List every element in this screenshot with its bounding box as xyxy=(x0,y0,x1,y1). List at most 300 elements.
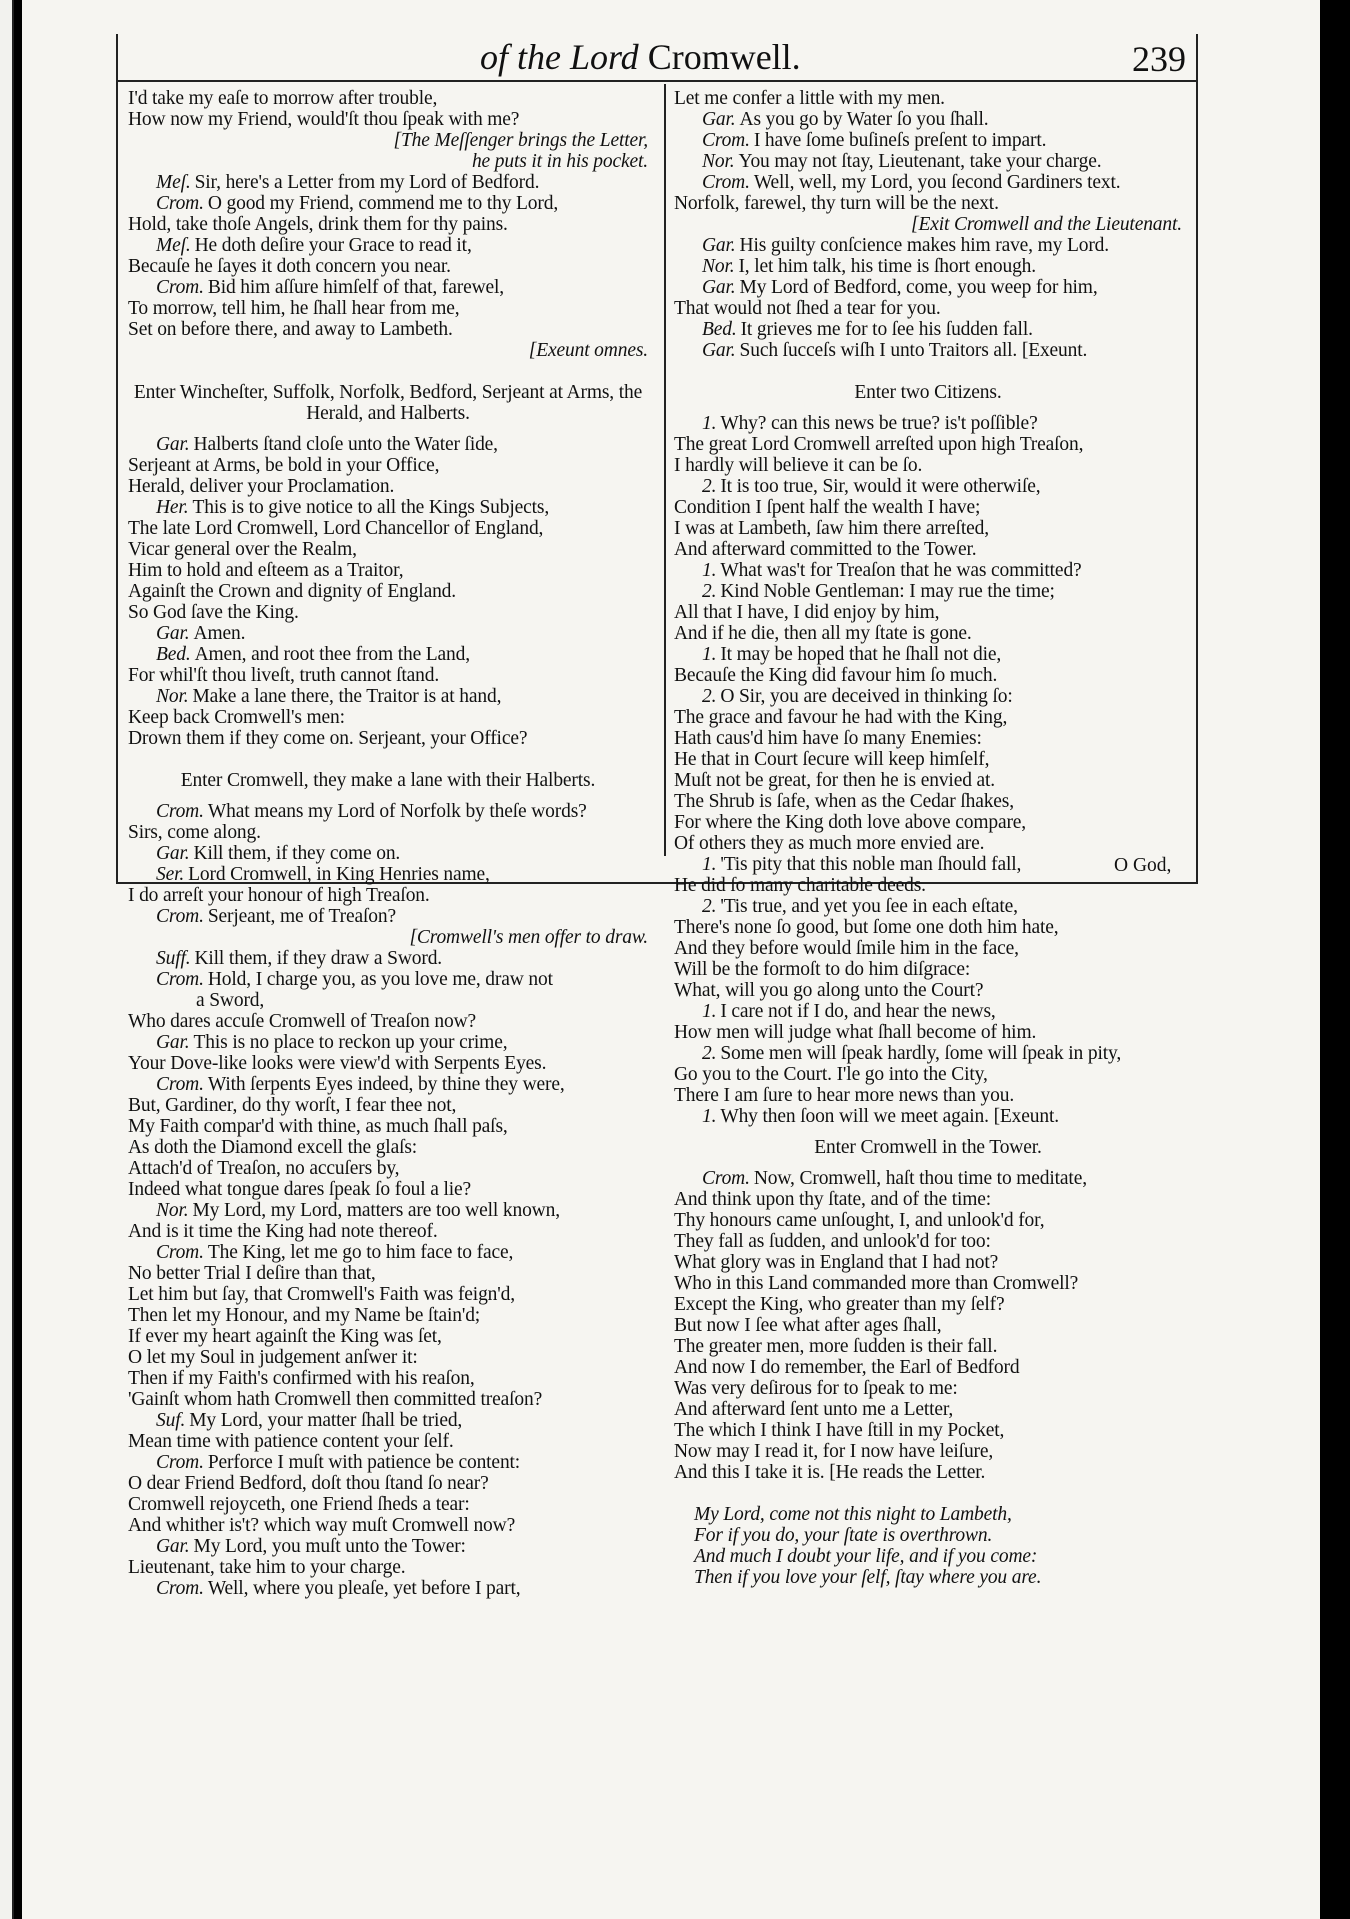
line-text: The late Lord Cromwell, Lord Chancellor of England, xyxy=(128,518,544,539)
stage-direction xyxy=(674,214,1182,235)
stage-direction xyxy=(128,927,648,948)
line-text: Drown them if they come on. Serjeant, your Office? xyxy=(128,728,528,749)
line-text: Serjeant, me of Treaſon? xyxy=(207,906,396,927)
speaker-prefix: Suf. xyxy=(156,1410,186,1431)
speaker-prefix: 1. xyxy=(702,413,717,434)
verse-line xyxy=(128,256,648,277)
line-text: Set on before there, and away to Lambeth. xyxy=(128,319,453,340)
verse-line xyxy=(128,319,648,340)
line-text: Perforce I muſt with patience be content: xyxy=(207,1452,521,1473)
spacer xyxy=(128,424,648,434)
line-text: He did ſo many charitable deeds. xyxy=(674,875,926,896)
verse-line xyxy=(674,1210,1182,1231)
verse-line xyxy=(128,1431,648,1452)
line-text: I'd take my eaſe to morrow after trouble, xyxy=(128,88,438,109)
line-text: [Exeunt omnes. xyxy=(528,340,648,361)
speaker-prefix: Ser. xyxy=(156,864,185,885)
line-text: This is no place to reckon up your crime, xyxy=(193,1032,508,1053)
line-text: And afterward ſent unto me a Letter, xyxy=(674,1399,954,1420)
blank-line xyxy=(674,1483,1182,1504)
line-text: Hath caus'd him have ſo many Enemies: xyxy=(674,728,982,749)
line-text: [Cromwell's men offer to draw. xyxy=(409,927,648,948)
line-text: Kill them, if they draw a Sword. xyxy=(194,948,443,969)
verse-line xyxy=(128,455,648,476)
verse-line xyxy=(128,602,648,623)
line-text: With ſerpents Eyes indeed, by thine they were, xyxy=(207,1074,565,1095)
verse-line xyxy=(674,623,1182,644)
verse-line xyxy=(128,623,648,644)
line-text: So God ſave the King. xyxy=(128,602,299,623)
verse-line xyxy=(128,822,648,843)
verse-line xyxy=(674,235,1182,256)
verse-line xyxy=(128,1347,648,1368)
speaker-prefix: Gar. xyxy=(156,1536,190,1557)
speaker-prefix: Bed. xyxy=(702,319,737,340)
line-text: 'Gainſt whom hath Cromwell then committed treaſon? xyxy=(128,1389,543,1410)
verse-line xyxy=(128,434,648,455)
verse-line xyxy=(128,1578,648,1599)
speaker-prefix: Gar. xyxy=(702,340,736,361)
verse-line xyxy=(674,1525,1182,1546)
line-text: Becauſe the King did favour him ſo much. xyxy=(674,665,998,686)
speaker-prefix: Nor. xyxy=(702,151,735,172)
line-text: O dear Friend Bedford, doſt thou ſtand ſo near? xyxy=(128,1473,489,1494)
line-text: My Lord, come not this night to Lambeth, xyxy=(694,1504,1012,1525)
line-text: Attach'd of Treaſon, no accuſers by, xyxy=(128,1158,400,1179)
verse-line xyxy=(128,235,648,256)
verse-line xyxy=(128,1389,648,1410)
verse-line xyxy=(128,843,648,864)
verse-line xyxy=(674,812,1182,833)
speaker-prefix: Crom. xyxy=(702,172,750,193)
column-divider xyxy=(664,84,666,856)
page-number: 239 xyxy=(1132,39,1186,79)
verse-line xyxy=(128,1242,648,1263)
line-text: Some men will ſpeak hardly, ſome will ſpeak in pity, xyxy=(720,1043,1122,1064)
stage-direction xyxy=(128,382,648,424)
speaker-prefix: Bed. xyxy=(156,644,191,665)
verse-line xyxy=(128,172,648,193)
line-text: For where the King doth love above compare, xyxy=(674,812,1027,833)
line-text: They fall as ſudden, and unlook'd for too: xyxy=(674,1231,991,1252)
line-text: Who in this Land commanded more than Cromwell? xyxy=(674,1273,1079,1294)
verse-line xyxy=(674,644,1182,665)
running-head-name: Cromwell. xyxy=(647,37,801,77)
speaker-prefix: Crom. xyxy=(156,277,204,298)
line-text: [Exit Cromwell and the Lieutenant. xyxy=(911,214,1182,235)
verse-line xyxy=(674,130,1182,151)
line-text: Indeed what tongue dares ſpeak ſo foul a lie? xyxy=(128,1179,472,1200)
spacer xyxy=(674,1127,1182,1137)
stage-direction xyxy=(128,340,648,361)
verse-line xyxy=(128,560,648,581)
line-text: Let me confer a little with my men. xyxy=(674,88,945,109)
verse-line xyxy=(128,1200,648,1221)
verse-line xyxy=(674,455,1182,476)
verse-line xyxy=(128,1305,648,1326)
line-text: I do arreſt your honour of high Treaſon. xyxy=(128,885,430,906)
line-text: The greater men, more ſudden is their fall. xyxy=(674,1336,998,1357)
verse-line xyxy=(674,1294,1182,1315)
verse-line xyxy=(674,256,1182,277)
line-text: Amen. xyxy=(193,623,246,644)
line-text: My Lord, my Lord, matters are too well known, xyxy=(192,1200,560,1221)
verse-line xyxy=(674,1189,1182,1210)
line-text: Lord Cromwell, in King Henries name, xyxy=(188,864,490,885)
line-text: Mean time with patience content your ſelf. xyxy=(128,1431,454,1452)
line-text: Let him but ſay, that Cromwell's Faith was feign'd, xyxy=(128,1284,515,1305)
line-text: Well, well, my Lord, you ſecond Gardiners text. xyxy=(753,172,1121,193)
verse-line xyxy=(128,1158,648,1179)
spacer xyxy=(128,791,648,801)
line-text: Except the King, who greater than my ſelf? xyxy=(674,1294,1005,1315)
verse-line xyxy=(128,1368,648,1389)
verse-line xyxy=(128,728,648,749)
verse-line xyxy=(128,906,648,927)
line-text: Serjeant at Arms, be bold in your Office, xyxy=(128,455,440,476)
verse-line xyxy=(674,298,1182,319)
verse-line xyxy=(128,1179,648,1200)
verse-line xyxy=(674,560,1182,581)
verse-line xyxy=(128,1452,648,1473)
line-text: Amen, and root thee from the Land, xyxy=(194,644,470,665)
line-text: I, let him talk, his time is ſhort enough. xyxy=(738,256,1037,277)
verse-line xyxy=(674,88,1182,109)
line-text: Enter Cromwell, they make a lane with their Halberts. xyxy=(180,770,596,791)
line-text: As doth the Diamond excell the glaſs: xyxy=(128,1137,418,1158)
stage-direction xyxy=(674,382,1182,403)
line-text: The which I think I have ſtill in my Pocket, xyxy=(674,1420,1005,1441)
verse-line xyxy=(674,1399,1182,1420)
verse-line xyxy=(674,896,1182,917)
line-text: And now I do remember, the Earl of Bedford xyxy=(674,1357,1020,1378)
line-text: What glory was in England that I had not? xyxy=(674,1252,999,1273)
line-text: And much I doubt your life, and if you come: xyxy=(694,1546,1038,1567)
verse-line xyxy=(128,497,648,518)
line-text: For whil'ſt thou liveſt, truth cannot ſtand. xyxy=(128,665,440,686)
line-text: What means my Lord of Norfolk by theſe words? xyxy=(207,801,587,822)
line-text: Hold, I charge you, as you love me, draw not xyxy=(207,969,553,990)
line-text: And afterward committed to the Tower. xyxy=(674,539,977,560)
speaker-prefix: Gar. xyxy=(156,843,190,864)
verse-line xyxy=(674,497,1182,518)
verse-line xyxy=(674,1043,1182,1064)
speaker-prefix: Gar. xyxy=(156,623,190,644)
speaker-prefix: 2. xyxy=(702,1043,717,1064)
line-text: Halberts ſtand cloſe unto the Water ſide, xyxy=(193,434,498,455)
verse-line xyxy=(128,1557,648,1578)
verse-line xyxy=(128,707,648,728)
line-text: Hold, take thoſe Angels, drink them for thy pains. xyxy=(128,214,508,235)
line-text: How men will judge what ſhall become of him. xyxy=(674,1022,1037,1043)
speaker-prefix: Meſ. xyxy=(156,172,191,193)
line-text: That would not ſhed a tear for you. xyxy=(674,298,941,319)
verse-line xyxy=(674,1378,1182,1399)
line-text: Sir, here's a Letter from my Lord of Bedford. xyxy=(194,172,540,193)
speaker-prefix: Crom. xyxy=(156,1074,204,1095)
verse-line xyxy=(674,319,1182,340)
line-text: Why? can this news be true? is't poſſible? xyxy=(720,413,1038,434)
speaker-prefix: Crom. xyxy=(156,906,204,927)
verse-line xyxy=(674,665,1182,686)
verse-line xyxy=(128,88,648,109)
verse-line xyxy=(128,665,648,686)
verse-line xyxy=(674,1022,1182,1043)
verse-line xyxy=(128,214,648,235)
verse-line xyxy=(674,938,1182,959)
line-text: Why then ſoon will we meet again. [Exeunt. xyxy=(720,1106,1059,1127)
line-text: It is too true, Sir, would it were otherwiſe, xyxy=(720,476,1041,497)
verse-line xyxy=(674,1546,1182,1567)
verse-line xyxy=(674,1001,1182,1022)
verse-line xyxy=(128,1494,648,1515)
line-text: Vicar general over the Realm, xyxy=(128,539,357,560)
line-text: Then if my Faith's confirmed with his reaſon, xyxy=(128,1368,475,1389)
line-text: And they before would ſmile him in the face, xyxy=(674,938,1019,959)
verse-line xyxy=(674,476,1182,497)
line-text: Him to hold and eſteem as a Traitor, xyxy=(128,560,404,581)
line-text: Cromwell rejoyceth, one Friend ſheds a tear: xyxy=(128,1494,470,1515)
verse-line xyxy=(128,476,648,497)
line-text: O good my Friend, commend me to thy Lord, xyxy=(207,193,559,214)
verse-line xyxy=(674,151,1182,172)
line-text: Muſt not be great, for then he is envied at. xyxy=(674,770,996,791)
speaker-prefix: 1. xyxy=(702,1001,717,1022)
speaker-prefix: Meſ. xyxy=(156,235,191,256)
verse-line xyxy=(674,602,1182,623)
line-text: Enter Wincheſter, Suffolk, Norfolk, Bedford, Serjeant at Arms, the Herald, and Halberts. xyxy=(133,382,643,424)
verse-line xyxy=(674,875,1182,896)
line-text: Then if you love your ſelf, ſtay where you are. xyxy=(694,1567,1042,1588)
line-text: No better Trial I deſire than that, xyxy=(128,1263,376,1284)
line-text: I care not if I do, and hear the news, xyxy=(720,1001,996,1022)
verse-line xyxy=(128,1326,648,1347)
line-text: As you go by Water ſo you ſhall. xyxy=(739,109,989,130)
speaker-prefix: 1. xyxy=(702,1106,717,1127)
line-text: Of others they as much more envied are. xyxy=(674,833,985,854)
verse-line xyxy=(128,1284,648,1305)
line-text: Then let my Honour, and my Name be ſtain'd; xyxy=(128,1305,481,1326)
verse-line xyxy=(128,990,648,1011)
verse-line xyxy=(674,959,1182,980)
speaker-prefix: 2. xyxy=(702,896,717,917)
line-text: Well, where you pleaſe, yet before I part, xyxy=(207,1578,521,1599)
line-text: He that in Court ſecure will keep himſelf, xyxy=(674,749,990,770)
verse-line xyxy=(674,1168,1182,1189)
speaker-prefix: Gar. xyxy=(702,109,736,130)
verse-line xyxy=(674,1085,1182,1106)
speaker-prefix: Crom. xyxy=(156,1578,204,1599)
left-column xyxy=(128,88,648,1599)
verse-line xyxy=(128,581,648,602)
line-text: Such ſucceſs wiſh I unto Traitors all. [Exeunt. xyxy=(739,340,1088,361)
line-text: Norfolk, farewel, thy turn will be the next. xyxy=(674,193,999,214)
spacer xyxy=(674,1158,1182,1168)
speaker-prefix: Crom. xyxy=(156,1452,204,1473)
line-text: And this I take it is. [He reads the Letter. xyxy=(674,1462,986,1483)
speaker-prefix: 2. xyxy=(702,581,717,602)
verse-line xyxy=(674,434,1182,455)
stage-direction xyxy=(674,1137,1182,1158)
verse-line xyxy=(674,581,1182,602)
verse-line xyxy=(128,1536,648,1557)
line-text: The King, let me go to him face to face, xyxy=(207,1242,514,1263)
verse-line xyxy=(674,1441,1182,1462)
line-text: Sirs, come along. xyxy=(128,822,261,843)
line-text: It may be hoped that he ſhall not die, xyxy=(720,644,1002,665)
speaker-prefix: Gar. xyxy=(156,1032,190,1053)
speaker-prefix: Nor. xyxy=(156,1200,189,1221)
line-text: Bid him aſſure himſelf of that, farewel, xyxy=(207,277,504,298)
speaker-prefix: 1. xyxy=(702,644,717,665)
line-text: 'Tis pity that this noble man ſhould fall, xyxy=(720,854,1022,875)
catchword: O God, xyxy=(1114,855,1172,876)
line-text: Now, Cromwell, haſt thou time to meditate, xyxy=(753,1168,1087,1189)
right-column xyxy=(674,88,1182,1588)
verse-line xyxy=(674,1252,1182,1273)
verse-line xyxy=(674,1273,1182,1294)
line-text: My Faith compar'd with thine, as much ſhall paſs, xyxy=(128,1116,508,1137)
verse-line xyxy=(128,1074,648,1095)
verse-line xyxy=(128,277,648,298)
verse-line xyxy=(674,518,1182,539)
line-text: And think upon thy ſtate, and of the time: xyxy=(674,1189,992,1210)
line-text: His guilty conſcience makes him rave, my Lord. xyxy=(739,235,1110,256)
verse-line xyxy=(674,539,1182,560)
line-text: a Sword, xyxy=(196,990,265,1011)
line-text: My Lord, you muſt unto the Tower: xyxy=(193,1536,466,1557)
line-text: Againſt the Crown and dignity of England. xyxy=(128,581,457,602)
verse-line xyxy=(674,1315,1182,1336)
verse-line xyxy=(674,854,1182,875)
line-text: He doth deſire your Grace to read it, xyxy=(194,235,472,256)
verse-line xyxy=(128,193,648,214)
line-text: O Sir, you are deceived in thinking ſo: xyxy=(720,686,1013,707)
spacer xyxy=(674,403,1182,413)
speaker-prefix: Her. xyxy=(156,497,189,518)
speaker-prefix: Nor. xyxy=(156,686,189,707)
line-text: The grace and favour he had with the King, xyxy=(674,707,1008,728)
verse-line xyxy=(128,686,648,707)
line-text: Kind Noble Gentleman: I may rue the time; xyxy=(720,581,1055,602)
speaker-prefix: 2. xyxy=(702,686,717,707)
verse-line xyxy=(674,980,1182,1001)
verse-line xyxy=(674,1106,1182,1127)
verse-line xyxy=(128,1263,648,1284)
verse-line xyxy=(128,1032,648,1053)
verse-line xyxy=(674,791,1182,812)
verse-line xyxy=(674,1567,1182,1588)
verse-line xyxy=(128,1473,648,1494)
speaker-prefix: Crom. xyxy=(702,1168,750,1189)
running-head-prefix: of the xyxy=(480,37,561,77)
line-text: What was't for Treaſon that he was committed? xyxy=(720,560,1082,581)
blank-line xyxy=(674,361,1182,382)
line-text: All that I have, I did enjoy by him, xyxy=(674,602,940,623)
verse-line xyxy=(128,298,648,319)
line-text: Enter Cromwell in the Tower. xyxy=(814,1137,1042,1158)
verse-line xyxy=(128,801,648,822)
verse-line xyxy=(674,1462,1182,1483)
speaker-prefix: 1. xyxy=(702,560,717,581)
line-text: Herald, deliver your Proclamation. xyxy=(128,476,395,497)
line-text: Keep back Cromwell's men: xyxy=(128,707,345,728)
line-text: There's none ſo good, but ſome one doth him hate, xyxy=(674,917,1059,938)
verse-line xyxy=(128,948,648,969)
speaker-prefix: Gar. xyxy=(702,277,736,298)
line-text: This is to give notice to all the Kings Subjects, xyxy=(192,497,550,518)
facing-page-edge xyxy=(0,0,14,1919)
verse-line xyxy=(674,109,1182,130)
verse-line xyxy=(674,413,1182,434)
verse-line xyxy=(674,340,1182,361)
verse-line xyxy=(128,1137,648,1158)
stage-direction xyxy=(128,770,648,791)
line-text: My Lord, your matter ſhall be tried, xyxy=(189,1410,463,1431)
speaker-prefix: Gar. xyxy=(702,235,736,256)
line-text: The great Lord Cromwell arreſted upon high Treaſon, xyxy=(674,434,1084,455)
verse-line xyxy=(674,193,1182,214)
line-text: Thy honours came unſought, I, and unlook'd for, xyxy=(674,1210,1045,1231)
verse-line xyxy=(674,728,1182,749)
verse-line xyxy=(674,1357,1182,1378)
line-text: How now my Friend, would'ſt thou ſpeak with me? xyxy=(128,109,520,130)
speaker-prefix: Suff. xyxy=(156,948,191,969)
line-text: Your Dove-like looks were view'd with Serpents Eyes. xyxy=(128,1053,547,1074)
verse-line xyxy=(674,833,1182,854)
running-head-lord: Lord xyxy=(569,37,639,77)
verse-line xyxy=(128,1095,648,1116)
line-text: Now may I read it, for I now have leiſure, xyxy=(674,1441,994,1462)
verse-line xyxy=(674,1504,1182,1525)
blank-line xyxy=(128,749,648,770)
line-text: And if he die, then all my ſtate is gone. xyxy=(674,623,972,644)
line-text: Condition I ſpent half the wealth I have; xyxy=(674,497,981,518)
line-text: Kill them, if they come on. xyxy=(193,843,401,864)
verse-line xyxy=(128,518,648,539)
verse-line xyxy=(128,885,648,906)
speaker-prefix: Crom. xyxy=(702,130,750,151)
line-text: Enter two Citizens. xyxy=(854,382,1002,403)
verse-line xyxy=(128,1116,648,1137)
speaker-prefix: Crom. xyxy=(156,1242,204,1263)
line-text: And is it time the King had note thereof. xyxy=(128,1221,438,1242)
line-text: he puts it in his pocket. xyxy=(471,151,648,172)
line-text: I have ſome buſineſs preſent to impart. xyxy=(753,130,1047,151)
line-text: Lieutenant, take him to your charge. xyxy=(128,1557,406,1578)
line-text: I hardly will believe it can be ſo. xyxy=(674,455,923,476)
line-text: O let my Soul in judgement anſwer it: xyxy=(128,1347,418,1368)
verse-line xyxy=(128,109,648,130)
stage-direction xyxy=(128,130,648,151)
line-text: But now I ſee what after ages ſhall, xyxy=(674,1315,942,1336)
line-text: Make a lane there, the Traitor is at hand, xyxy=(192,686,502,707)
verse-line xyxy=(128,1221,648,1242)
line-text: And whither is't? which way muſt Cromwell now? xyxy=(128,1515,516,1536)
line-text: I was at Lambeth, ſaw him there arreſted, xyxy=(674,518,989,539)
line-text: It grieves me for to ſee his ſudden fall. xyxy=(740,319,1033,340)
verse-line xyxy=(128,1053,648,1074)
verse-line xyxy=(674,707,1182,728)
verse-line xyxy=(674,686,1182,707)
verse-line xyxy=(674,1420,1182,1441)
verse-line xyxy=(128,864,648,885)
verse-line xyxy=(128,1515,648,1536)
speaker-prefix: Crom. xyxy=(156,801,204,822)
verse-line xyxy=(128,969,648,990)
speaker-prefix: 1. xyxy=(702,854,717,875)
verse-line xyxy=(128,1011,648,1032)
